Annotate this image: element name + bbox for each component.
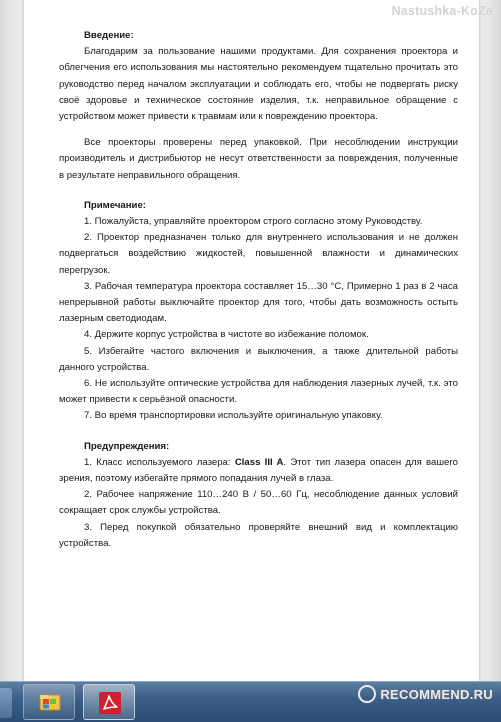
note-item: 3. Рабочая температура проектора составляет 15…30 °С, Примерно 1 раз в 2 часа непрерывной работы выключайте проектор для того, чтобы дать возможность остыть лазерным светодиодам.	[59, 280, 458, 325]
warning-item: 2. Рабочее напряжение 110…240 В / 50…60 Гц, несоблюдение данных условий сокращает срок службы устройства.	[59, 489, 458, 517]
intro-heading: Введение:	[84, 30, 134, 41]
document-content	[59, 28, 458, 552]
start-button-edge[interactable]	[0, 688, 12, 718]
notes-heading: Примечание:	[84, 199, 146, 211]
recommend-logo-icon	[358, 685, 376, 703]
intro-paragraph: Все проекторы проверены перед упаковкой. При несоблюдении инструкции производитель и дистрибьютор не несут ответственности за повреждения, полученные в результате неправильного обращения.	[59, 137, 458, 181]
site-watermark	[358, 685, 493, 703]
taskbar-button-explorer[interactable]	[23, 684, 75, 720]
adobe-reader-icon	[97, 690, 123, 716]
note-item: 1. Пожалуйста, управляйте проектором строго согласно этому Руководству.	[84, 216, 423, 228]
site-watermark-text: RECOMMEND.RU	[380, 687, 493, 702]
warning-item-text: . Этот тип лазера опасен для вашего зрения, поэтому избегайте прямого попадания лучей в глаза.	[59, 456, 459, 485]
note-item: 2. Проектор предназначен только для внутреннего использования и не должен подвергаться воздействию жидкостей, повышенной влажности и динамических перегрузок.	[59, 232, 458, 276]
warning-item: 3. Перед покупкой обязательно проверяйте внешний вид и комплектацию устройства.	[59, 521, 458, 549]
warning-item	[59, 455, 458, 487]
taskbar-button-adobe-reader[interactable]	[83, 684, 135, 720]
note-item: 5. Избегайте частого включения и выключения, а также длительной работы данного устройства.	[59, 345, 458, 373]
document-page	[24, 0, 479, 681]
author-watermark: Nastushka-KoZa	[391, 4, 493, 18]
note-item: 6. Не используйте оптические устройства для наблюдения лазерных лучей, т.к. это может привести к серьёзной опасности.	[59, 378, 458, 406]
windows-explorer-icon	[37, 690, 63, 716]
warning-item-text: 1. Класс используемого лазера:	[84, 456, 235, 468]
laser-class: Class III A	[234, 456, 284, 468]
warnings-heading: Предупреждения:	[84, 440, 170, 452]
note-item: 4. Держите корпус устройства в чистоте во избежание поломок.	[84, 329, 369, 341]
intro-paragraph: Благодарим за пользование нашими продуктами. Для сохранения проектора и облегчения его использования мы настоятельно рекомендуем тщательно прочитать это руководство перед началом эксплуатации и соблюдать его, чтобы не подвергать риску своё здоровье и техническое состояние изделия, т.к. неправильное обращение с устройством может привести к травмам или к повреждению проектора.	[59, 46, 458, 123]
note-item: 7. Во время транспортировки используйте оригинальную упаковку.	[84, 410, 383, 422]
